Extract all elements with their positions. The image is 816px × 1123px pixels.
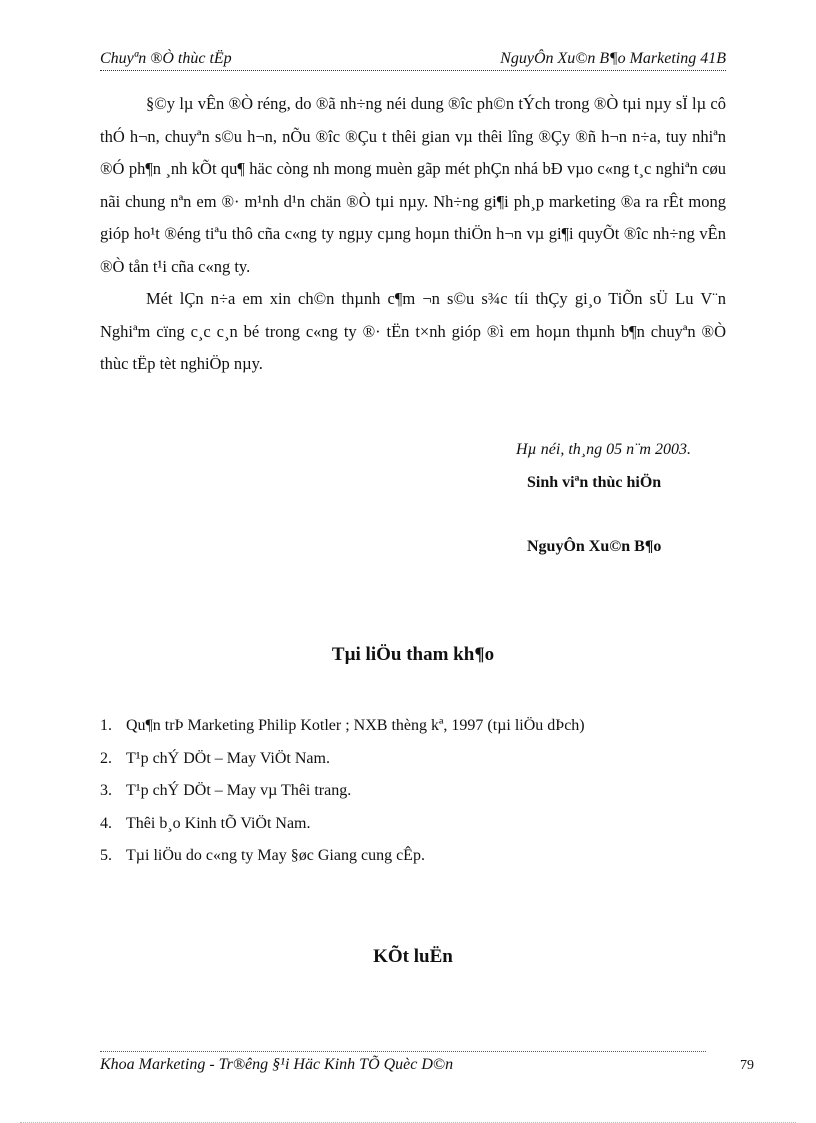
footer-divider xyxy=(100,1051,706,1052)
body-text xyxy=(100,88,726,381)
reference-item xyxy=(100,710,726,743)
signature-date: Hµ néi, th¸ng 05 n¨m 2003. xyxy=(516,441,691,458)
references-title: Tµi liÖu tham kh¶o xyxy=(331,644,495,665)
reference-text: T¹p chÝ DÖt – May ViÖt Nam. xyxy=(126,749,330,767)
footer-text: Khoa Marketing - Tr®êng §¹i Häc Kinh TÕ Quèc D©n xyxy=(100,1056,454,1073)
page-header xyxy=(100,50,726,71)
reference-item xyxy=(100,775,726,808)
reference-item xyxy=(100,808,726,841)
signature-role: Sinh viªn thùc hiÖn xyxy=(527,474,662,491)
reference-item xyxy=(100,840,726,873)
reference-number: 3. xyxy=(100,782,112,800)
reference-number: 4. xyxy=(100,814,112,832)
conclusion-heading: KÕt luËn xyxy=(373,946,453,967)
page-number: 79 xyxy=(740,1058,754,1073)
reference-text: Qu¶n trÞ Marketing Philip Kotler ; NXB thèng kª, 1997 (tµi liÖu dÞch) xyxy=(126,717,585,734)
reference-text: T¹p chÝ DÖt – May vµ Thêi trang. xyxy=(126,782,352,800)
reference-text: Thêi b¸o Kinh tÕ ViÖt Nam. xyxy=(126,814,311,832)
reference-item xyxy=(100,743,726,776)
body-paragraph: §©y lµ vÊn ®Ò réng, do ®ã nh÷ng néi dung ®îc ph©n tÝch trong ®Ò tµi nµy sÏ lµ cô thÓ h¬n, chuyªn s©u h¬n, nÕu ®îc ®Çu t thêi gian vµ thêi lîng ®Çy ®ñ h¬n n÷a, tuy nhiªn ®Ó ph¶n ¸nh kÕt qu¶ häc còng nh mong muèn gãp mét phÇn nhá bÐ vµo c«ng t¸c nghiªn cøu nãi chung nªn em ®· m¹nh d¹n chän ®Ò tµi nµy. Nh÷ng gi¶i ph¸p marketing ®a ra rÊt mong gióp ho¹t ®éng tiªu thô cña c«ng ty ngµy cµng hoµn thiÖn h¬n vµ gi¶i quyÕt ®îc nh÷ng vÊn ®Ò tån t¹i cña c«ng ty. xyxy=(100,94,726,276)
references-list xyxy=(100,710,726,873)
header-right-text: NguyÔn Xu©n B¶o Marketing 41B xyxy=(500,50,726,67)
header-left-text: Chuyªn ®Ò thùc tËp xyxy=(100,50,232,67)
reference-number: 1. xyxy=(100,717,112,734)
body-paragraph: Mét lÇn n÷a em xin ch©n thµnh c¶m ¬n s©u s¾c tíi thÇy gi¸o TiÕn sÜ Lu V¨n Nghiªm cïng c¸c c¸n bé trong c«ng ty ®· tËn t×nh gióp ®ì em hoµn thµnh b¶n chuyªn ®Ò thùc tËp tèt nghiÖp nµy. xyxy=(100,289,726,373)
reference-number: 5. xyxy=(100,847,112,865)
signature-name: NguyÔn Xu©n B¶o xyxy=(527,538,662,555)
reference-number: 2. xyxy=(100,749,112,767)
reference-text: Tµi liÖu do c«ng ty May §øc Giang cung cÊp. xyxy=(126,847,425,865)
